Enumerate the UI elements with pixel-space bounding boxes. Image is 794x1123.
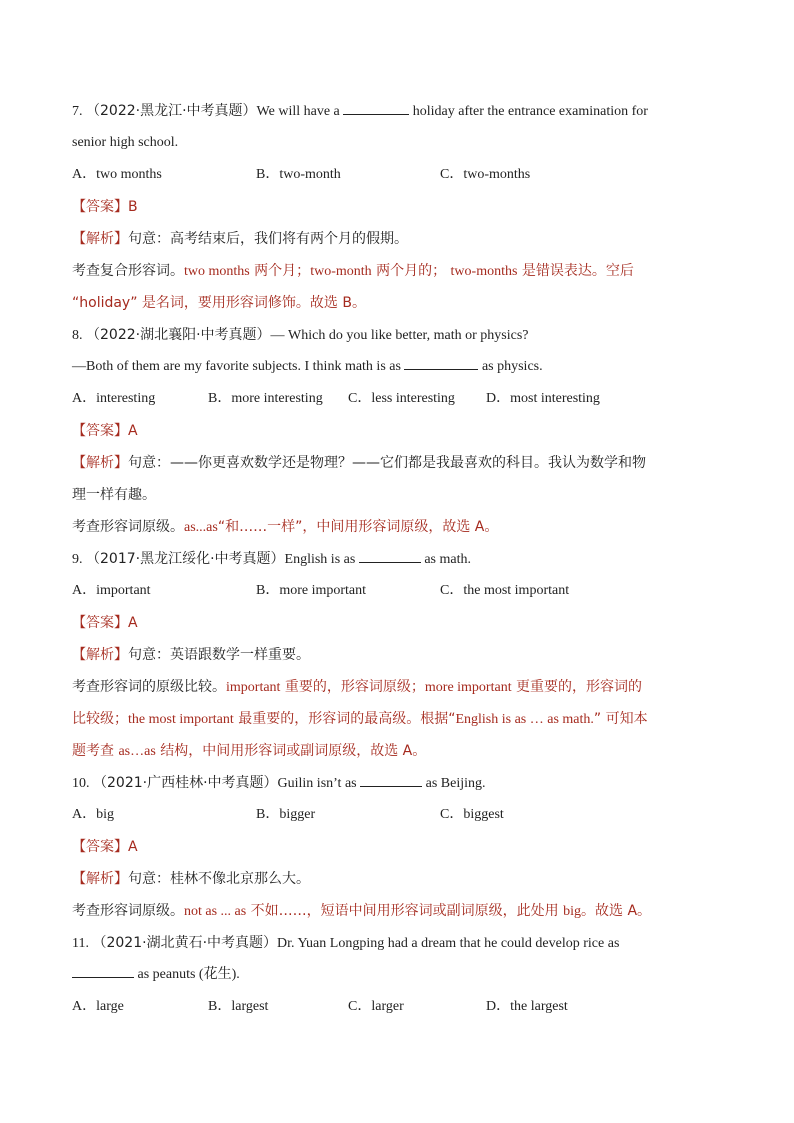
explanation-line-1: [72, 677, 722, 698]
explanation-term: English is as … as math.: [455, 712, 594, 727]
option-d: D．most interesting: [486, 391, 600, 406]
answer-blank: [359, 550, 421, 563]
explanation-text: 两个月的；: [371, 263, 451, 279]
option-c: C．less interesting: [348, 391, 455, 406]
analysis: [72, 229, 722, 249]
question-10: [72, 773, 722, 794]
explanation-text: 是错误表达。空后: [517, 263, 634, 279]
explanation-text: 考查形容词原级。: [72, 519, 184, 535]
analysis: [72, 869, 722, 889]
question-number: 9.: [72, 552, 83, 567]
explanation-line-2: “holiday” 是名词，要用形容词修饰。故选 B。: [72, 295, 366, 311]
question-9-options: [72, 581, 722, 601]
question-text: as physics.: [478, 359, 543, 374]
question-text: —Both of them are my favorite subjects. I think math is as: [72, 359, 405, 374]
analysis-label: 【解析】: [72, 871, 128, 887]
answer-label: 【答案】A: [72, 839, 138, 855]
analysis-meaning: 句意：桂林不像北京那么大。: [128, 871, 310, 887]
explanation-term: two-months: [450, 264, 518, 279]
explanation-text: ” 可知本: [593, 711, 648, 727]
option-a: A．large: [72, 999, 124, 1014]
explanation-line-3: [72, 741, 722, 762]
question-10-options: [72, 805, 722, 825]
question-number: 10.: [72, 776, 90, 791]
explanation-text: 。故选 A。: [581, 903, 652, 919]
question-11-line-2: [72, 965, 722, 985]
explanation-text: 题考查: [72, 743, 119, 759]
option-d: D．the largest: [486, 999, 568, 1014]
question-source: （2021·广西桂林·中考真题）: [93, 775, 278, 791]
question-11-options: [72, 997, 722, 1017]
explanation-text: 结构，中间用形容词或副词原级，故选 A。: [155, 743, 427, 759]
analysis-meaning: 句意：高考结束后，我们将有两个月的假期。: [128, 231, 408, 247]
answer-label: 【答案】A: [72, 615, 138, 631]
option-a: A．two months: [72, 167, 162, 182]
explanation-text: 最重要的，形容词的最高级。根据“: [233, 711, 456, 727]
explanation-term: more important: [424, 680, 512, 695]
explanation-text: “和……一样”，中间用形容词原级，故选 A。: [217, 519, 499, 535]
question-text: We will have a: [256, 104, 344, 119]
explanation-term: big: [563, 904, 582, 919]
option-a: A．important: [72, 583, 151, 598]
question-8-options: [72, 389, 722, 409]
question-source: （2022·黑龙江·中考真题）: [86, 103, 257, 119]
explanation-term: important: [226, 680, 281, 695]
explanation-term: not as ... as: [184, 904, 247, 919]
explanation-text: 比较级；: [72, 711, 128, 727]
explanation-term: as…as: [118, 744, 156, 759]
question-source: （2017·黑龙江绥化·中考真题）: [86, 551, 285, 567]
analysis-meaning-line-2: 理一样有趣。: [72, 487, 156, 503]
option-a: A．interesting: [72, 391, 156, 406]
question-number: 8.: [72, 328, 83, 343]
option-b: B．two-month: [256, 167, 341, 182]
question-text: as peanuts (花生).: [134, 967, 240, 982]
question-8-line-2: [72, 357, 722, 377]
question-text: English is as: [284, 552, 359, 567]
option-c: C．larger: [348, 999, 404, 1014]
option-c: C．biggest: [440, 807, 504, 822]
question-9: [72, 549, 722, 570]
answer-blank: [360, 774, 422, 787]
explanation-text: 不如……，短语中间用形容词或副词原级，此处用: [246, 903, 564, 919]
analysis-label: 【解析】: [72, 231, 128, 247]
question-text: as Beijing.: [422, 776, 486, 791]
question-11: [72, 933, 722, 954]
explanation-text: 考查复合形容词。: [72, 263, 184, 279]
option-b: B．more important: [256, 583, 367, 598]
explanation-line-1: [72, 901, 722, 922]
analysis-label: 【解析】: [72, 455, 128, 471]
analysis-label: 【解析】: [72, 647, 128, 663]
question-text: holiday after the entrance examination for: [409, 104, 648, 119]
analysis: [72, 453, 722, 473]
explanation-line-2: [72, 709, 722, 730]
analysis: [72, 645, 722, 665]
answer-label: 【答案】A: [72, 423, 138, 439]
explanation-term: two-month: [310, 264, 372, 279]
option-c: C．two-months: [440, 167, 531, 182]
answer-blank: [72, 965, 134, 978]
option-a: A．big: [72, 807, 114, 822]
option-b: B．bigger: [256, 807, 316, 822]
question-8: [72, 325, 722, 346]
question-7: [72, 101, 722, 122]
explanation-term: the most important: [128, 712, 234, 727]
explanation-text: 两个月；: [249, 263, 311, 279]
question-text: as math.: [420, 552, 471, 567]
question-number: 7.: [72, 104, 83, 119]
explanation-text: 更重要的，形容词的: [511, 679, 643, 695]
question-source: （2021·湖北黄石·中考真题）: [92, 935, 278, 951]
question-7-line-2: senior high school.: [72, 135, 179, 150]
question-text: Dr. Yuan Longping had a dream that he could develop rice as: [277, 936, 620, 951]
explanation-text: 考查形容词原级。: [72, 903, 184, 919]
question-number: 11.: [72, 936, 89, 951]
explanation-line-1: [72, 261, 722, 282]
question-text: — Which do you like better, math or physics?: [270, 328, 529, 343]
answer-blank: [404, 357, 478, 370]
explanation-line-1: [72, 517, 722, 538]
answer-blank: [343, 102, 409, 115]
option-b: B．more interesting: [208, 391, 323, 406]
option-c: C．the most important: [440, 583, 570, 598]
explanation-term: two months: [184, 264, 250, 279]
option-b: B．largest: [208, 999, 269, 1014]
answer-label: 【答案】B: [72, 199, 138, 215]
question-source: （2022·湖北襄阳·中考真题）: [86, 327, 271, 343]
explanation-term: as...as: [184, 520, 218, 535]
analysis-meaning: 句意：英语跟数学一样重要。: [128, 647, 310, 663]
question-text: Guilin isn’t as: [277, 776, 361, 791]
explanation-text: 考查形容词的原级比较。: [72, 679, 226, 695]
analysis-meaning: 句意：——你更喜欢数学还是物理？——它们都是我最喜欢的科目。我认为数学和物: [128, 455, 646, 471]
explanation-text: 重要的，形容词原级；: [280, 679, 425, 695]
question-7-options: [72, 165, 722, 185]
